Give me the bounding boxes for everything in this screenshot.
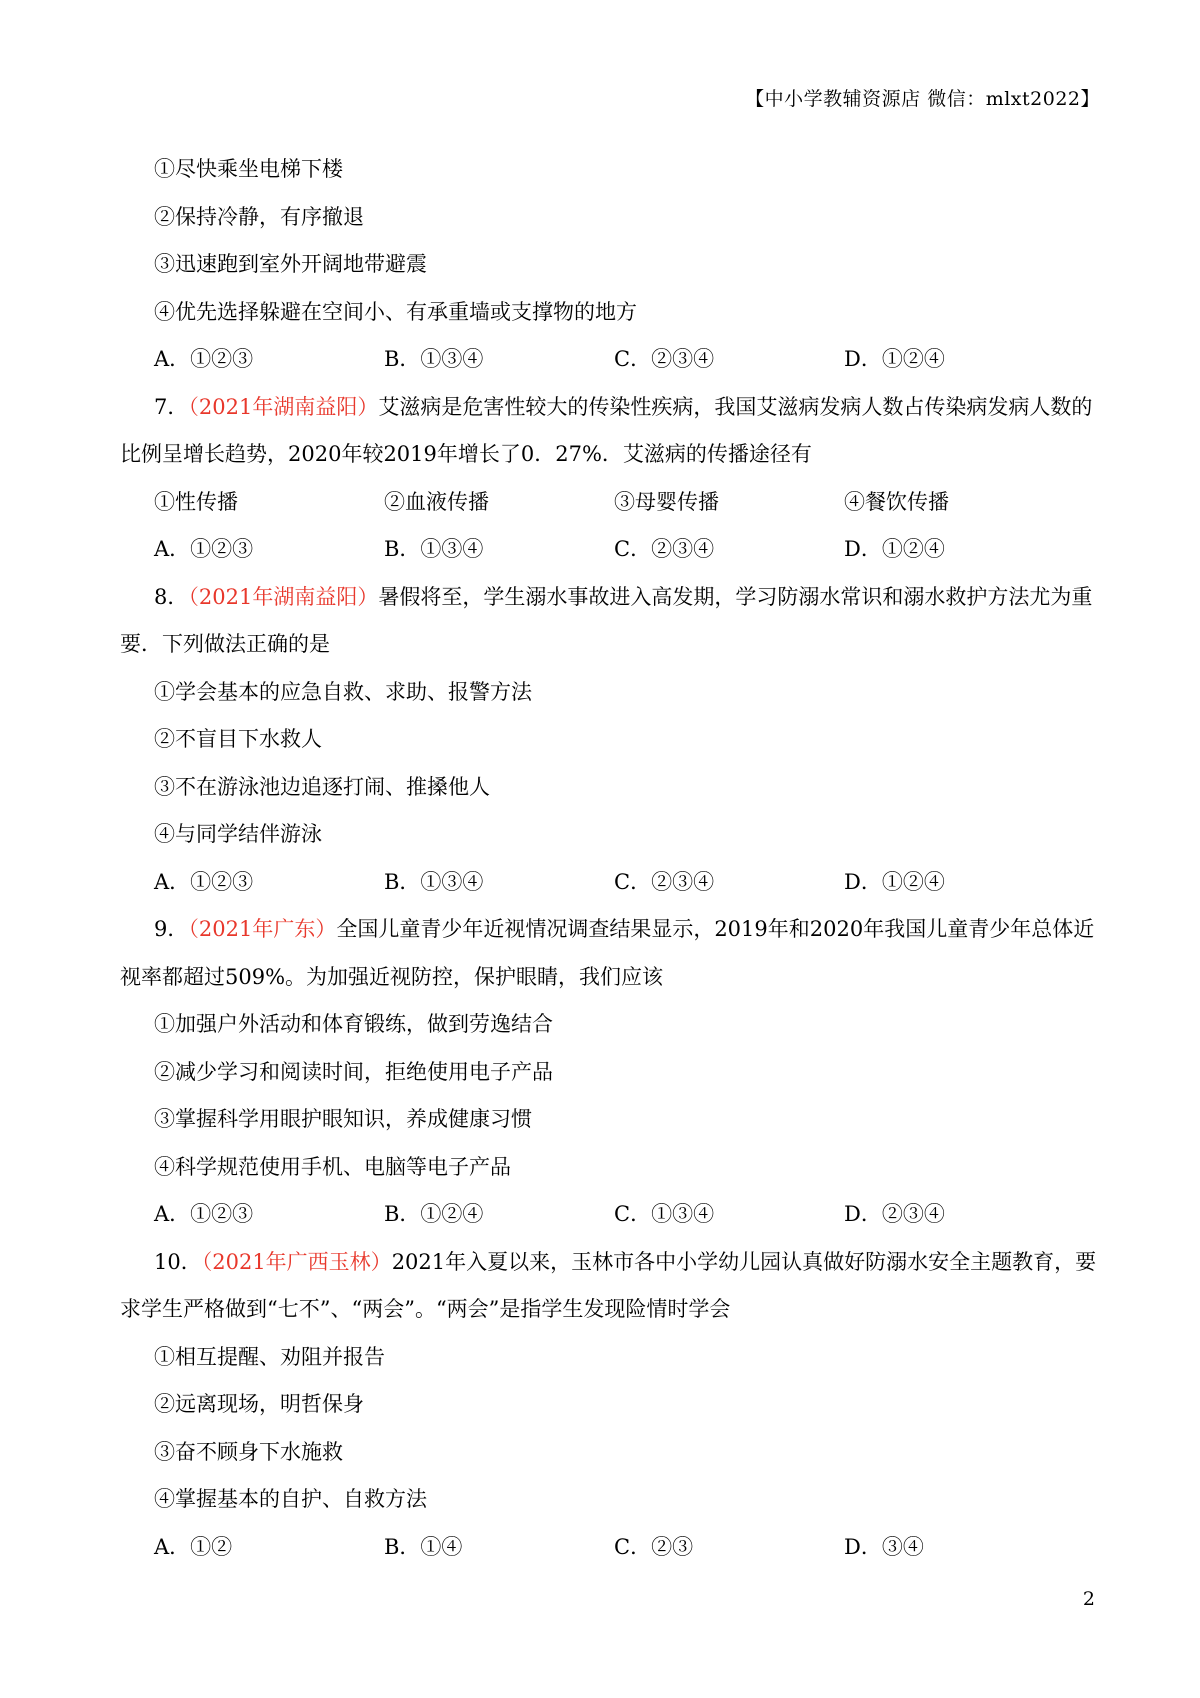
q10-item-2: ②远离现场，明哲保身 bbox=[154, 1392, 364, 1416]
q6-item-1: ①尽快乘坐电梯下楼 bbox=[154, 157, 343, 181]
q9-item-2: ②减少学习和阅读时间，拒绝使用电子产品 bbox=[154, 1059, 553, 1084]
page-number: 2 bbox=[1082, 1588, 1095, 1610]
q7-text-2: 比例呈增长趋势，2020年较2019年增长了0．27%．艾滋病的传播途径有 bbox=[120, 442, 812, 466]
q6-item-4: ④优先选择躲避在空间小、有承重墙或支撑物的地方 bbox=[154, 299, 637, 324]
q7-option-c: C．②③④ bbox=[614, 537, 715, 561]
q6-item-3: ③迅速跑到室外开阔地带避震 bbox=[154, 252, 427, 276]
q8-number: 8． bbox=[154, 584, 189, 609]
q8-item-4: ④与同学结伴游泳 bbox=[154, 822, 322, 846]
q8-item-1: ①学会基本的应急自救、求助、报警方法 bbox=[154, 679, 532, 704]
q8-option-c: C．②③④ bbox=[614, 869, 715, 894]
q9-option-d: D．②③④ bbox=[844, 1202, 945, 1226]
page-header: 【中小学教辅资源店 微信：mlxt2022】 bbox=[745, 88, 1100, 110]
q8-text-2: 要．下列做法正确的是 bbox=[120, 632, 330, 656]
q7-item-3: ③母婴传播 bbox=[614, 489, 719, 514]
q7-option-d: D．①②④ bbox=[844, 537, 945, 561]
q10-source: （2021年广西玉林） bbox=[201, 1249, 392, 1274]
q7-item-2: ②血液传播 bbox=[384, 489, 489, 514]
q6-option-a: A．①②③ bbox=[154, 347, 254, 371]
q7-stem bbox=[120, 384, 1093, 432]
q8-text-1: 暑假将至，学生溺水事故进入高发期，学习防溺水常识和溺水救护方法尤为重 bbox=[378, 584, 1093, 609]
q10-text-2: 求学生严格做到“七不”、“两会”。“两会”是指学生发现险情时学会 bbox=[120, 1297, 731, 1321]
q8-option-b: B．①③④ bbox=[384, 869, 484, 894]
q9-option-c: C．①③④ bbox=[614, 1202, 715, 1226]
q7-option-b: B．①③④ bbox=[384, 537, 484, 561]
q10-option-b: B．①④ bbox=[384, 1534, 463, 1559]
q8-option-d: D．①②④ bbox=[844, 869, 945, 894]
q10-item-1: ①相互提醒、劝阻并报告 bbox=[154, 1344, 385, 1369]
q9-option-a: A．①②③ bbox=[154, 1202, 254, 1226]
page-content bbox=[120, 146, 1097, 1571]
q10-option-c: C．②③ bbox=[614, 1534, 694, 1559]
q10-option-a: A．①② bbox=[154, 1534, 233, 1559]
q7-number: 7． bbox=[154, 394, 189, 419]
q10-number: 10． bbox=[154, 1249, 202, 1274]
q10-options bbox=[120, 1524, 1080, 1572]
q10-item-3: ③奋不顾身下水施救 bbox=[154, 1439, 343, 1464]
q10-option-d: D．③④ bbox=[844, 1534, 924, 1559]
q10-item-4: ④掌握基本的自护、自救方法 bbox=[154, 1487, 427, 1511]
q6-item-2: ②保持冷静，有序撤退 bbox=[154, 204, 364, 229]
q9-text-1: 全国儿童青少年近视情况调查结果显示，2019年和2020年我国儿童青少年总体近 bbox=[336, 917, 1095, 941]
q9-stem bbox=[120, 906, 1095, 954]
q7-source: （2021年湖南益阳） bbox=[188, 394, 379, 419]
q8-item-3: ③不在游泳池边追逐打闹、推搡他人 bbox=[154, 774, 490, 799]
q7-item-4: ④餐饮传播 bbox=[844, 489, 949, 514]
q8-options bbox=[120, 859, 1080, 907]
q9-text-2: 视率都超过509%。为加强近视防控，保护眼睛，我们应该 bbox=[120, 964, 664, 989]
q9-source: （2021年广东） bbox=[188, 917, 337, 941]
q9-number: 9． bbox=[154, 917, 189, 941]
q8-stem bbox=[120, 574, 1093, 622]
q6-options bbox=[120, 336, 1080, 384]
q7-item-1: ①性传播 bbox=[154, 489, 238, 514]
q8-item-2: ②不盲目下水救人 bbox=[154, 727, 322, 751]
q7-option-a: A．①②③ bbox=[154, 537, 254, 561]
q7-items bbox=[120, 479, 1080, 527]
q8-source: （2021年湖南益阳） bbox=[188, 584, 379, 609]
q9-item-3: ③掌握科学用眼护眼知识，养成健康习惯 bbox=[154, 1107, 532, 1131]
q6-option-d: D．①②④ bbox=[844, 347, 945, 371]
q9-item-4: ④科学规范使用手机、电脑等电子产品 bbox=[154, 1154, 511, 1179]
q6-option-b: B．①③④ bbox=[384, 347, 484, 371]
q9-options bbox=[120, 1191, 1080, 1239]
q7-text-1: 艾滋病是危害性较大的传染性疾病，我国艾滋病发病人数占传染病发病人数的 bbox=[378, 394, 1093, 419]
q10-stem bbox=[120, 1239, 1097, 1287]
q9-item-1: ①加强户外活动和体育锻练，做到劳逸结合 bbox=[154, 1012, 553, 1036]
q10-text-1: 2021年入夏以来，玉林市各中小学幼儿园认真做好防溺水安全主题教育，要 bbox=[391, 1249, 1097, 1274]
q9-option-b: B．①②④ bbox=[384, 1202, 484, 1226]
q8-option-a: A．①②③ bbox=[154, 869, 254, 894]
q7-options bbox=[120, 526, 1080, 574]
q6-option-c: C．②③④ bbox=[614, 347, 715, 371]
